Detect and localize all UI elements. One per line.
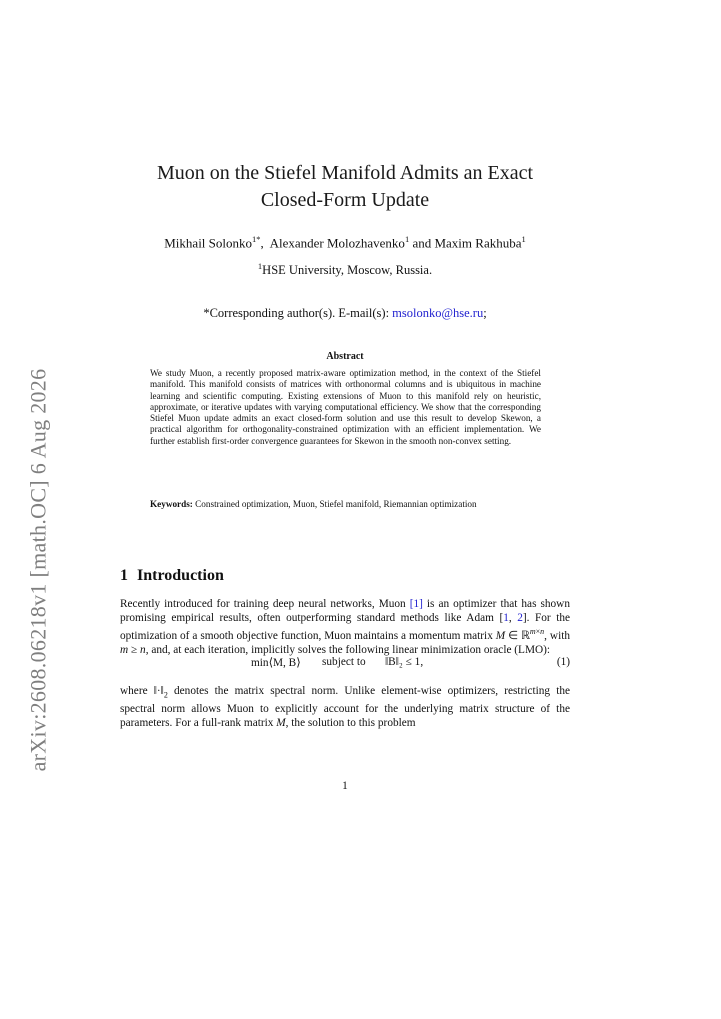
math-matrix-m: M <box>276 717 286 730</box>
section-number: 1 <box>120 567 128 584</box>
title-line-1: Muon on the Stiefel Manifold Admits an Exact <box>156 162 534 184</box>
author-list <box>100 234 590 251</box>
author-mark: 1* <box>252 234 261 244</box>
affiliation-mark: 1 <box>257 261 263 271</box>
text-run: is an optimizer that has shown promising empirical results, often outperforming standard methods like Adam <box>120 598 570 625</box>
author-separator: , <box>260 235 270 251</box>
corresponding-suffix: ; <box>483 306 487 320</box>
arxiv-identifier: arXiv:2608.06218v1 [math.OC] 6 Aug 2026 <box>25 368 50 772</box>
author-mark: 1 <box>521 234 526 244</box>
abstract-text: We study Muon, a recently proposed matrix-aware optimization method, in the context of the Stiefel manifold. This manifold consists of matrices with orthonormal columns and is ubiquitous in machine learning and scientific computing. Existing extensions of Muon to this manifold rely on heuristic, approximate, or iterative updates with varying computational efficiency. We show that the corresponding Stiefel Muon update admits an exact closed-form solution and use this result to develop Skewon, a practical algorithm for orthogonality-constrained optimization with an efficient implementation. We further establish first-order convergence guarantees for Skewon in the smooth non-convex setting. <box>150 368 541 446</box>
paper-title <box>120 160 570 214</box>
text-run: . For the optimization of a smooth objective function, Muon maintains a momentum matrix <box>120 612 571 642</box>
citation-bracket: [ <box>499 612 504 625</box>
arxiv-sidebar-stamp <box>22 360 54 780</box>
email-link[interactable]: msolonko@hse.ru <box>392 306 484 320</box>
text-run: Recently introduced for training deep neural networks, Muon <box>120 598 410 610</box>
keywords-label: Keywords: <box>150 499 193 509</box>
math-spectral-norm: $‖\cdot‖_2$ <box>153 685 168 700</box>
text-run: , the solution to this problem <box>285 717 416 730</box>
equation-objective: min⟨M, B⟩ <box>251 657 301 669</box>
keywords <box>150 499 541 510</box>
corresponding-prefix: *Corresponding author(s). E-mail(s): <box>203 306 393 320</box>
section-title: Introduction <box>137 567 224 584</box>
equation-number: (1) <box>556 656 570 668</box>
text-run: , and, at each iteration, implicitly solves the following linear minimization oracle (LMO): <box>145 644 551 657</box>
text-run: denotes the matrix spectral norm. Unlike element-wise optimizers, restricting the spectral norm allows Muon to explicitly account for the underlying matrix structure of the parameters. For a full-rank matrix <box>120 685 571 730</box>
keywords-text: Constrained optimization, Muon, Stiefel manifold, Riemannian optimization <box>195 499 477 509</box>
citation-link[interactable]: 1 <box>503 612 509 625</box>
math-momentum-matrix: M ∈ ℝ$^{m\times n}$ <box>495 627 545 642</box>
equation-subject-to: subject to <box>322 656 366 668</box>
citation-link[interactable]: 2 <box>517 612 523 625</box>
equation-constraint: ‖B‖₂ ≤ 1, <box>385 656 424 668</box>
page-number: 1 <box>342 780 348 792</box>
affiliation-text: HSE University, Moscow, Russia. <box>262 263 433 278</box>
intro-paragraph-1 <box>120 597 570 657</box>
citation-separator: , <box>508 612 518 625</box>
affiliation <box>100 261 590 278</box>
title-line-2: Closed-Form Update <box>260 189 430 211</box>
citation-bracket: ] <box>522 612 527 625</box>
text-run: , with <box>544 629 570 642</box>
author-name: Alexander Molozhavenko <box>269 235 405 251</box>
intro-paragraph-2 <box>120 684 570 731</box>
author-separator: and <box>409 235 435 251</box>
author-name: Maxim Rakhuba <box>434 235 522 251</box>
author-mark: 1 <box>404 234 410 244</box>
section-heading <box>120 567 224 585</box>
corresponding-author <box>100 306 590 321</box>
math-dimension-condition: m ≥ n <box>120 644 146 657</box>
author-name: Mikhail Solonko <box>164 235 253 251</box>
abstract-heading: Abstract <box>326 351 364 362</box>
equation-1 <box>120 656 570 672</box>
text-run: where <box>120 685 154 697</box>
citation-link[interactable]: [1] <box>409 598 423 610</box>
